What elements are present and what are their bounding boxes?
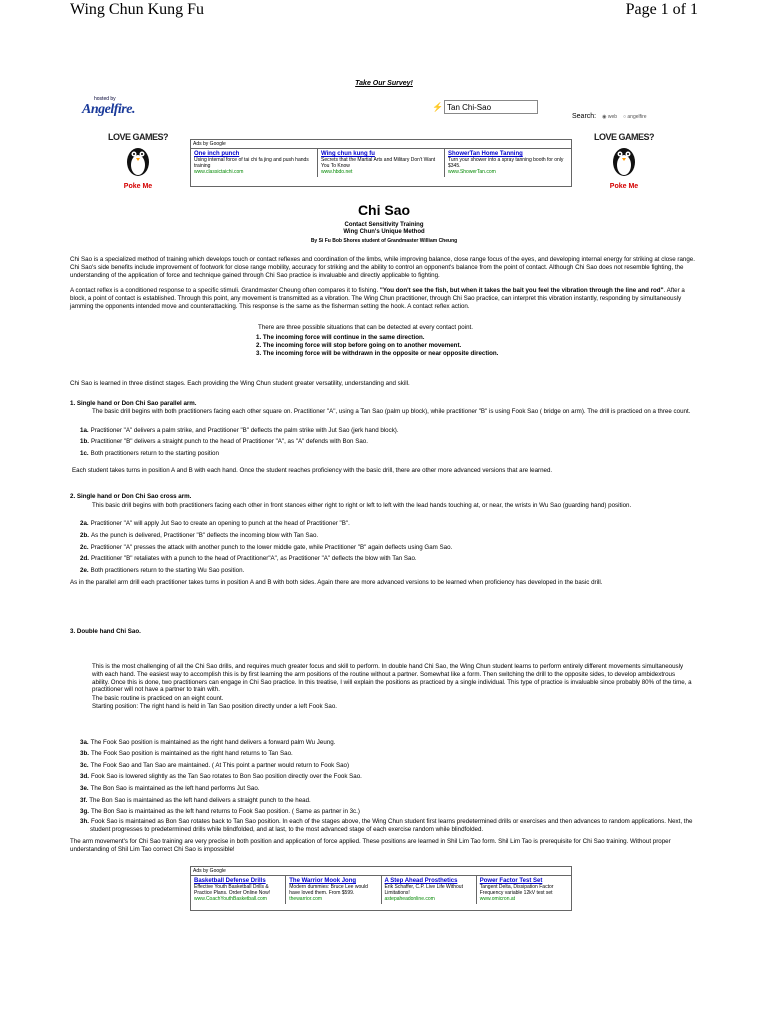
step-3h: 3h. Fook Sao is maintained as Bon Sao rotates back to Tan Sao position. In each of the stages above, the Wing Chun student first learns predetermined drills or exercises and then advances to random applications. Next, the student progresses to predetermined drills while blindfolded, and at last, to the most advanced stage of each exercise random while blindfolded. [80,818,693,834]
section-2-body: This basic drill begins with both practitioners facing each other in front stances either right to right or left to left with the lead hands touching at, or near, the wrists in Wu Sao (guarding hand) position. [92,502,632,509]
step-1a: 1a. Practitioner "A" delivers a palm strike, and Practitioner "B" deflects the palm strike with Jut Sao (jerk hand block). [80,427,399,434]
ad-item[interactable]: The Warrior Mook Jong Modern dummies: Bruce Lee would have loved them. From $599. thewarrior.com [286,876,381,904]
stages-paragraph: Chi Sao is learned in three distinct stages. Each providing the Wing Chun student greater versatility, understanding and skill. [70,380,410,387]
step-2c: 2c. Practitioner "A" presses the attack with another punch to the lower middle gate, while Practitioner "B" again deflects using Gam Sao. [80,544,453,551]
step-3a: 3a. The Fook Sao position is maintained as the right hand delivers a forward palm Wu Jeung. [80,739,336,746]
section-2-heading: 2. Single hand or Don Chi Sao cross arm. [70,493,192,500]
radio-web[interactable]: ◉ web [602,114,618,120]
step-1b: 1b. Practitioner "B" delivers a straight punch to the head of Practitioner "A", as "A" defends with Bon Sao. [80,438,368,445]
step-3c: 3c. The Fook Sao and Tan Sao are maintained. ( At This point a partner would return to Fook Sao) [80,762,350,769]
reflex-paragraph: A contact reflex is a conditioned response to a specific stimuli. Grandmaster Cheung often compares it to fishing. "You don't see the fish, but when it takes the bait you feel the vibration through the line and rod". After a block, a point of contact is established. Through this point, any movement is transmitted as a vibration. The Wing Chun practitioner, through Chi Sao practice, can interpret this vibration instantly, responding by simultaneously jamming the opponents intended move and counterattacking. This response is the same as the fisherman setting the hook. A contact reflex action. [70,287,685,310]
section-2-after: As in the parallel arm drill each practitioner takes turns in position A and B with both sides. Again there are more advanced versions to be learned when proficiency has developed in the basic drill. [70,579,603,586]
section-1-after: Each student takes turns in position A and B with each hand. Once the student reaches proficiency with the basic drill, there are other more advanced versions that are learned. [72,467,553,474]
ad-item[interactable]: One inch punch Using internal force of tai chi fa jing and push hands training www.classictaichi.com [191,149,318,177]
section-3-start: Starting position: The right hand is held in Tan Sao position directly under a left Fook Sao. [92,703,338,710]
situations-intro: There are three possible situations that can be detected at every contact point. [258,324,473,331]
love-games-ad-left[interactable]: LOVE GAMES? Poke Me [108,132,169,190]
ad-item[interactable]: A Step Ahead Prosthetics Erik Schaffer, C.P. Live Life Without Limitations! astepaheadonline.com [382,876,477,904]
penguin-icon [123,142,153,178]
section-3-body: This is the most challenging of all the Chi Sao drills, and requires much greater focus and skill to perform. In double hand Chi Sao, the Wing Chun student learns to perform entirely different movements simultaneously with each hand. The easiest way to accomplish this is by first learning the arm positions of the routine without a partner. Somewhat like a form. Then switching the drill to the opposite sides, to develop ambidextrous ability. Once this is done, two practitioners can engage in Chi Sao practice. In this treatise, I will explain the positions as practiced by a single individual. This type of practice is invaluable since probably 80% of the time, a practitioner will not have a partner to train with. [92,663,692,694]
situations-list: 1. The incoming force will continue in the same direction. 2. The incoming force will stop before going on to another movement. 3. The incoming force will be withdrawn in the opposite or near opposite direction. [256,334,499,357]
step-3e: 3e. The Bon Sao is maintained as the left hand performs Jut Sao. [80,785,260,792]
closing-paragraph: The arm movement's for Chi Sao training are very precise in both position and application of force applied. These positions are learned in Shil Lim Tao form. Shil Lim Tao is prerequisite for Chi Sao training. Without proper understanding of Shil Lim Tao correct Chi Sao is impossible! [70,838,671,853]
survey-link[interactable]: Take Our Survey! [355,80,413,87]
angelfire-logo[interactable]: hosted by Angelfire. [82,96,135,117]
ad-item[interactable]: Power Factor Test Set Tangent Delta, Dissipation Factor Frequency variable 12kV test set www.omicron.at [479,878,554,902]
subtitle: Contact Sensitivity Training [344,222,424,228]
step-2b: 2b. As the punch is delivered, Practitioner "B" deflects the incoming blow with Tan Sao. [80,532,319,539]
step-3g: 3g. The Bon Sao is maintained as the left hand returns to Fook Sao position. ( Same as partner in 3c.) [80,808,360,815]
ad-item[interactable]: Basketball Defense Drills Effective Youth Basketball Drills & Practice Plans. Order Online Now! www.CoachYouthBasketball.com [191,876,286,904]
step-1c: 1c. Both practitioners return to the starting position [80,450,219,457]
step-3d: 3d. Fook Sao is lowered slightly as the Tan Sao rotates to Bon Sao position directly over the Fook Sao. [80,773,362,780]
header-title: Wing Chun Kung Fu [70,1,205,18]
love-games-ad-right[interactable]: LOVE GAMES? Poke Me [594,132,655,190]
section-1-body: The basic drill begins with both practitioners facing each other square on. Practitioner "A", using a Tan Sao (palm up block), while practitioner "B" is using Fook Sao ( bridge on arm). The drill is practiced on a three count. [92,408,691,415]
step-3f: 3f. The Bon Sao is maintained as the left hand delivers a straight punch to the head. [80,797,311,804]
search-icon: ⚡ [432,102,444,112]
subtitle: Wing Chun's Unique Method [343,229,425,235]
section-1-heading: 1. Single hand or Don Chi Sao parallel arm. [70,400,197,407]
step-2e: 2e. Both practitioners return to the starting Wu Sao position. [80,567,245,574]
search-options: Search: ◉ web ○ angelfire [572,113,647,120]
step-3b: 3b. The Fook Sao position is maintained as the right hand returns to Tan Sao. [80,750,293,757]
ad-item[interactable]: ShowerTan Home Tanning Turn your shower into a spray tanning booth for only $345. www.ShowerTan.com [448,151,564,175]
radio-angelfire[interactable]: ○ angelfire [622,114,647,120]
intro-paragraph: Chi Sao is a specialized method of training which develops touch or contact reflexes and coordination of the limbs, while improving balance, close range focus of the eyes, and developing internal energy for striking at close range. Chi Sao's side benefits include improvement of footwork for close range mobility, accuracy for striking and the ability to control an opponent's balance from the point of contact. Although Chi Sao does not resemble fighting, the understanding of the application of force and technique gained through Chi Sao practice is invaluable and directly applicable to fighting. [70,256,695,279]
step-2d: 2d. Practitioner "B" retaliates with a punch to the head of Practitioner"A", as Practitioner "A" deflects the blow with Tan Sao. [80,555,417,562]
search-input[interactable] [444,100,538,114]
ad-item[interactable]: Wing chun kung fu Secrets that the Martial Arts and Military Don't Want You To Know www.hbdo.net [318,149,445,177]
step-2a: 2a. Practitioner "A" will apply Jut Sao to create an opening to punch at the head of Practitioner "B". [80,520,350,527]
section-3-basic: The basic routine is practiced on an eight count. [92,695,224,702]
byline: By Si Fu Bob Shores student of Grandmaster William Cheung [310,238,458,244]
section-3-heading: 3. Double hand Chi Sao. [70,628,141,635]
penguin-icon [609,142,639,178]
page-title: Chi Sao [357,202,411,218]
print-header [0,0,768,24]
ads-top: Ads by Google One inch punch Using internal force of tai chi fa jing and push hands training www.classictaichi.com Wing chun kung fu Secrets that the Martial Arts and Military Don't Want You To Know www.hbdo.net ShowerTan Home Tanning Turn your shower into a spray tanning booth for only $345. www.ShowerTan.com [190,139,572,187]
ads-bottom: Ads by Google Basketball Defense Drills Effective Youth Basketball Drills & Practice Plans. Order Online Now! www.CoachYouthBasketball.com The Warrior Mook Jong Modern dummies: Bruce Lee would have loved them. From $599. thewarrior.com A Step Ahead Prosthetics Erik Schaffer, C.P. Live Life Without Limitations! astepaheadonline.com Power Factor Test Set Tangent Delta, Dissipation Factor Frequency variable 12kV test set www.omicron.at [190,866,572,911]
page-number: Page 1 of 1 [625,1,698,18]
